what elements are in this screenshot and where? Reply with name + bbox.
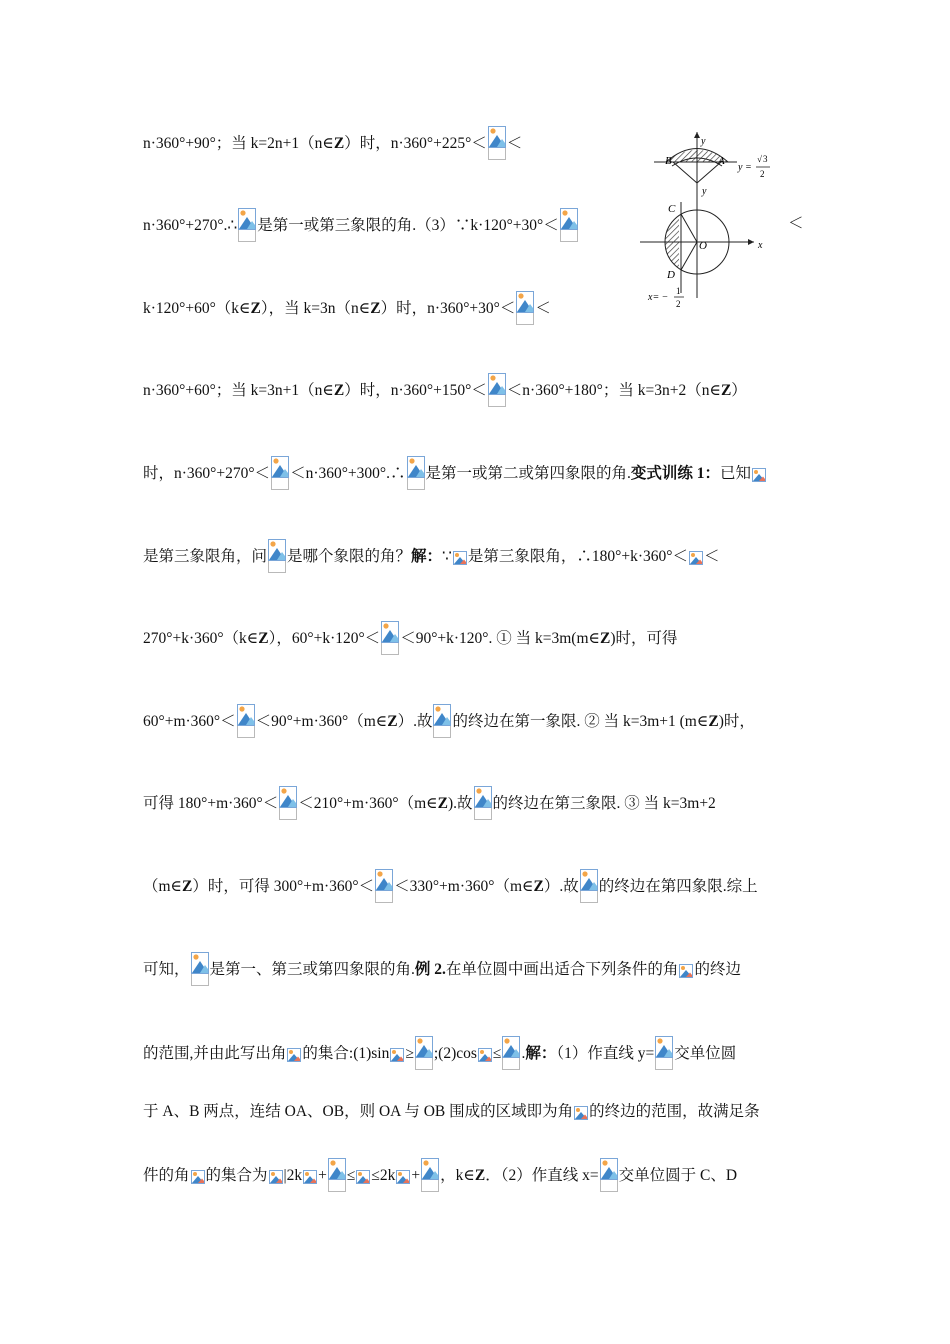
text-line xyxy=(143,1164,737,1188)
text-line xyxy=(143,710,755,734)
text-run: 是哪个象限的角？ xyxy=(287,548,412,565)
text-run: k·120°+60°（k∈ xyxy=(143,300,251,317)
broken-image-icon xyxy=(421,1158,439,1192)
less-than-symbol: ＜ xyxy=(788,215,804,232)
top-y-label: y xyxy=(701,136,706,147)
bold-text: Z xyxy=(333,382,345,399)
broken-image-icon xyxy=(279,786,297,820)
text-run: 的终边在第四象限.综上 xyxy=(598,878,758,895)
broken-image-icon xyxy=(679,964,693,978)
text-run: n·360°+60°；当 k=3n+1（n∈ xyxy=(143,382,334,399)
broken-image-icon xyxy=(488,373,506,407)
bold-text: 解： xyxy=(411,548,443,565)
label-A: A xyxy=(718,155,725,167)
bold-text: Z xyxy=(437,795,448,812)
text-line xyxy=(143,1100,760,1124)
text-run: 交单位圆 xyxy=(674,1045,737,1062)
text-run: ）时，n·360°+150°＜ xyxy=(344,382,487,399)
text-run: ＜ xyxy=(535,300,551,317)
broken-image-icon xyxy=(433,704,451,738)
broken-image-icon xyxy=(303,1170,317,1184)
text-line xyxy=(143,297,551,321)
text-run: 的终边在第三象限. ③ 当 k=3m+2 xyxy=(492,795,716,812)
text-run: )时， xyxy=(718,713,755,730)
bold-text: Z xyxy=(182,878,193,895)
text-line xyxy=(143,958,741,982)
text-line xyxy=(143,792,716,816)
broken-image-icon xyxy=(287,1048,301,1062)
bold-text: 例 2. xyxy=(414,961,446,978)
text-line xyxy=(143,214,579,238)
text-run: ＜n·360°+300°.∴ xyxy=(290,465,406,482)
text-line xyxy=(143,545,720,569)
text-run: 于 A、B 两点，连结 OA、OB，则 OA 与 OB 围成的区域即为角 xyxy=(143,1103,574,1120)
bold-text: Z xyxy=(533,878,544,895)
bold-text: Z xyxy=(250,300,261,317)
text-run: ≤ xyxy=(492,1045,502,1062)
text-run: 是第一或第三象限的角.（3）∵k·120°+30°＜ xyxy=(257,217,559,234)
broken-image-icon xyxy=(375,869,393,903)
broken-image-icon xyxy=(191,952,209,986)
text-run: 是第一、第三或第四象限的角. xyxy=(209,961,415,978)
broken-image-icon xyxy=(516,291,534,325)
broken-image-icon xyxy=(478,1048,492,1062)
bold-text: Z xyxy=(258,630,269,647)
ray-OB xyxy=(673,162,697,183)
text-run: + xyxy=(318,1167,327,1184)
label-D: D xyxy=(667,269,675,281)
text-run: ．（2）作直线 x= xyxy=(485,1167,599,1184)
text-run: . xyxy=(521,1045,526,1062)
text-run: )时，可得 xyxy=(610,630,678,647)
ray-OD xyxy=(681,242,697,270)
text-line xyxy=(143,379,747,403)
broken-image-icon xyxy=(269,1170,283,1184)
bold-text: Z xyxy=(370,300,381,317)
broken-image-icon xyxy=(502,1036,520,1070)
text-run: |2k xyxy=(283,1167,303,1184)
text-run: ＜ xyxy=(703,548,720,565)
broken-image-icon xyxy=(600,1158,618,1192)
text-run: ＜210°+m·360°（m∈ xyxy=(298,795,438,812)
bottom-figure xyxy=(640,186,763,309)
bold-text: 解： xyxy=(525,1045,557,1062)
text-run: ≤ xyxy=(346,1167,356,1184)
text-line xyxy=(143,462,767,486)
broken-image-icon xyxy=(689,551,703,565)
text-run: 在单位圆中画出适合下列条件的角 xyxy=(445,961,679,978)
text-run: ），60°+k·120°＜ xyxy=(268,630,381,647)
broken-image-icon xyxy=(237,704,255,738)
text-run: （1）作直线 y= xyxy=(556,1045,655,1062)
broken-image-icon xyxy=(271,456,289,490)
text-run: ＜90°+k·120°. ① 当 k=3m(m∈ xyxy=(400,630,600,647)
text-run: ＜ xyxy=(506,135,523,152)
broken-image-icon xyxy=(238,208,256,242)
text-run: ）.故 xyxy=(397,713,433,730)
text-line xyxy=(143,132,522,156)
text-run: （m∈ xyxy=(143,878,183,895)
text-run: ） xyxy=(731,382,747,399)
sqrt-icon: √ xyxy=(757,154,762,164)
text-line xyxy=(143,875,758,899)
text-run: ∵ xyxy=(442,548,452,565)
bold-text: Z xyxy=(333,135,345,152)
text-run: ＜90°+m·360°（m∈ xyxy=(255,713,388,730)
text-run: n·360°+270°.∴ xyxy=(143,217,238,234)
text-line xyxy=(143,627,678,651)
label-O: O xyxy=(699,240,707,252)
text-run: 的范围,并由此写出角 xyxy=(143,1045,287,1062)
broken-image-icon xyxy=(328,1158,346,1192)
text-run: 件的角 xyxy=(143,1167,190,1184)
bold-text: 变式训练 1： xyxy=(630,465,721,482)
text-run: ）时，n·360°+30°＜ xyxy=(380,300,516,317)
bold-text: Z xyxy=(599,630,611,647)
broken-image-icon xyxy=(415,1036,433,1070)
label-C: C xyxy=(668,203,676,215)
text-run: ）时，可得 300°+m·360°＜ xyxy=(192,878,375,895)
text-run: ）时，n·360°+225°＜ xyxy=(344,135,487,152)
broken-image-icon xyxy=(191,1170,205,1184)
label-B: B xyxy=(665,155,672,167)
text-run: 已知 xyxy=(720,465,752,482)
bottom-x-arrow-icon xyxy=(748,239,754,245)
bold-text: Z xyxy=(720,382,732,399)
top-figure xyxy=(649,132,770,246)
bottom-y-label: y xyxy=(702,186,707,197)
text-run: + xyxy=(411,1167,421,1184)
eq-x-prefix: x= − xyxy=(648,292,669,303)
text-run: 的集合为 xyxy=(205,1167,268,1184)
text-run: ≤2k xyxy=(371,1167,396,1184)
unit-circle-figures xyxy=(640,128,790,313)
text-line xyxy=(143,1042,736,1066)
text-run: 60°+m·360°＜ xyxy=(143,713,236,730)
broken-image-icon xyxy=(574,1106,588,1120)
text-run: 是第三象限角，∴180°+k·360°＜ xyxy=(467,548,688,565)
text-run: ≥ xyxy=(405,1045,414,1062)
broken-image-icon xyxy=(390,1048,404,1062)
broken-image-icon xyxy=(268,539,286,573)
eq-y-denominator: 2 xyxy=(760,169,765,179)
text-run: ＜n·360°+180°；当 k=3n+2（n∈ xyxy=(506,382,721,399)
text-run: ＜330°+m·360°（m∈ xyxy=(394,878,534,895)
text-run: 可知， xyxy=(143,961,190,978)
text-run: ，k∈ xyxy=(440,1167,475,1184)
bold-text: Z xyxy=(708,713,719,730)
broken-image-icon xyxy=(407,456,425,490)
broken-image-icon xyxy=(655,1036,673,1070)
bold-text: Z xyxy=(387,713,398,730)
ray-OC xyxy=(681,214,697,242)
text-run: ），当 k=3n（n∈ xyxy=(260,300,371,317)
bold-text: Z xyxy=(474,1167,486,1184)
text-run: 270°+k·360°（k∈ xyxy=(143,630,259,647)
broken-image-icon xyxy=(474,786,492,820)
text-run: 的终边的范围，故满足条 xyxy=(589,1103,760,1120)
text-run: 的终边在第一象限. ② 当 k=3m+1 (m∈ xyxy=(452,713,709,730)
broken-image-icon xyxy=(560,208,578,242)
text-run: ）.故 xyxy=(543,878,579,895)
broken-image-icon xyxy=(453,551,467,565)
text-run: 是第一或第二或第四象限的角. xyxy=(425,465,631,482)
top-y-arrow-icon xyxy=(694,132,700,138)
text-run: n·360°+90°；当 k=2n+1（n∈ xyxy=(143,135,334,152)
text-run: 交单位圆于 C、D xyxy=(618,1167,738,1184)
text-run: ).故 xyxy=(447,795,473,812)
eq-x-numerator: 1 xyxy=(676,286,681,296)
broken-image-icon xyxy=(488,126,506,160)
broken-image-icon xyxy=(381,621,399,655)
bottom-x-label: x xyxy=(758,240,763,251)
text-run: 的终边 xyxy=(694,961,741,978)
text-run: 时，n·360°+270°＜ xyxy=(143,465,271,482)
eq-y-prefix: y = xyxy=(738,162,752,173)
eq-x-denominator: 2 xyxy=(676,299,681,309)
broken-image-icon xyxy=(396,1170,410,1184)
text-run: 可得 180°+m·360°＜ xyxy=(143,795,279,812)
broken-image-icon xyxy=(752,468,766,482)
broken-image-icon xyxy=(580,869,598,903)
text-run: ;(2)cos xyxy=(433,1045,477,1062)
broken-image-icon xyxy=(356,1170,370,1184)
eq-y-numerator: 3 xyxy=(763,154,768,164)
text-run: 是第三象限角，问 xyxy=(143,548,268,565)
text-run: 的集合:(1)sin xyxy=(302,1045,390,1062)
